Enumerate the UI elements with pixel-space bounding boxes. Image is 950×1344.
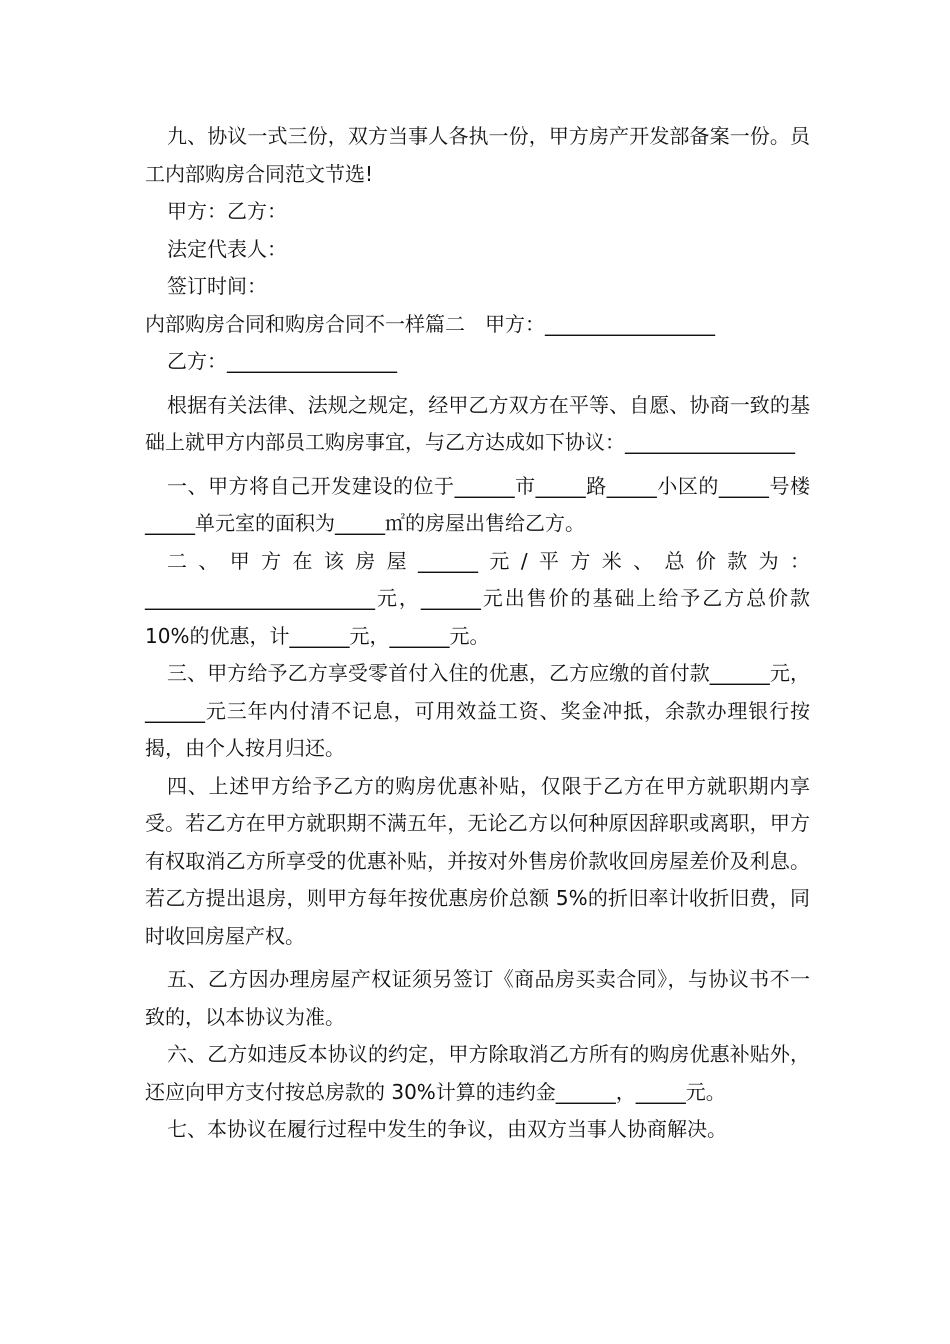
- paragraph-preamble: 根据有关法律、法规之规定，经甲乙方双方在平等、自愿、协商一致的基础上就甲方内部员工购房事宜，与乙方达成如下协议：_________________: [145, 392, 810, 454]
- paragraph-party-b: 乙方：_________________: [167, 349, 397, 373]
- paragraph-clause-7: 七、本协议在履行过程中发生的争议，由双方当事人协商解决。: [167, 1117, 727, 1141]
- paragraph-clause-2: 二、甲方在该房屋______元/平方米、总价款为：_______________________元，______元出售价的基础上给予乙方总价款 10%的优惠，计______元，______元。: [145, 548, 817, 648]
- paragraph-clause-6: 六、乙方如违反本协议的约定，甲方除取消乙方所有的购房优惠补贴外，还应向甲方支付按总房款的 30%计算的违约金______，_____元。: [145, 1042, 810, 1104]
- paragraph-legal-representative: 法定代表人：: [167, 236, 287, 261]
- document-body: [145, 118, 817, 1149]
- paragraph-clause-1: 一、甲方将自己开发建设的位于______市_____路_____小区的_____号楼_____单元室的面积为_____㎡的房屋出售给乙方。: [145, 473, 810, 535]
- paragraph-clause-3: 三、甲方给予乙方享受零首付入住的优惠，乙方应缴的首付款______元，______元三年内付清不记息，可用效益工资、奖金冲抵，余款办理银行按揭，由个人按月归还。: [145, 661, 810, 760]
- paragraph-contract-title-party-a: 内部购房合同和购房合同不一样篇二 甲方：_________________: [145, 311, 715, 336]
- paragraph-parties: 甲方：乙方：: [167, 199, 287, 223]
- paragraph-signing-time: 签订时间：: [167, 274, 267, 298]
- paragraph-clause-9: 九、协议一式三份，双方当事人各执一份，甲方房产开发部备案一份。员工内部购房合同范文节选!: [145, 124, 810, 186]
- paragraph-clause-5: 五、乙方因办理房屋产权证须另签订《商品房买卖合同》，与协议书不一致的，以本协议为准。: [145, 967, 810, 1029]
- paragraph-clause-4: 四、上述甲方给予乙方的购房优惠补贴，仅限于乙方在甲方就职期内享受。若乙方在甲方就职期不满五年，无论乙方以何种原因辞职或离职，甲方有权取消乙方所享受的优惠补贴，并按对外售房价款收回房屋差价及利息。若乙方提出退房，则甲方每年按优惠房价总额 5%的折旧率计收折旧费，同时收回房屋产权。: [145, 773, 810, 948]
